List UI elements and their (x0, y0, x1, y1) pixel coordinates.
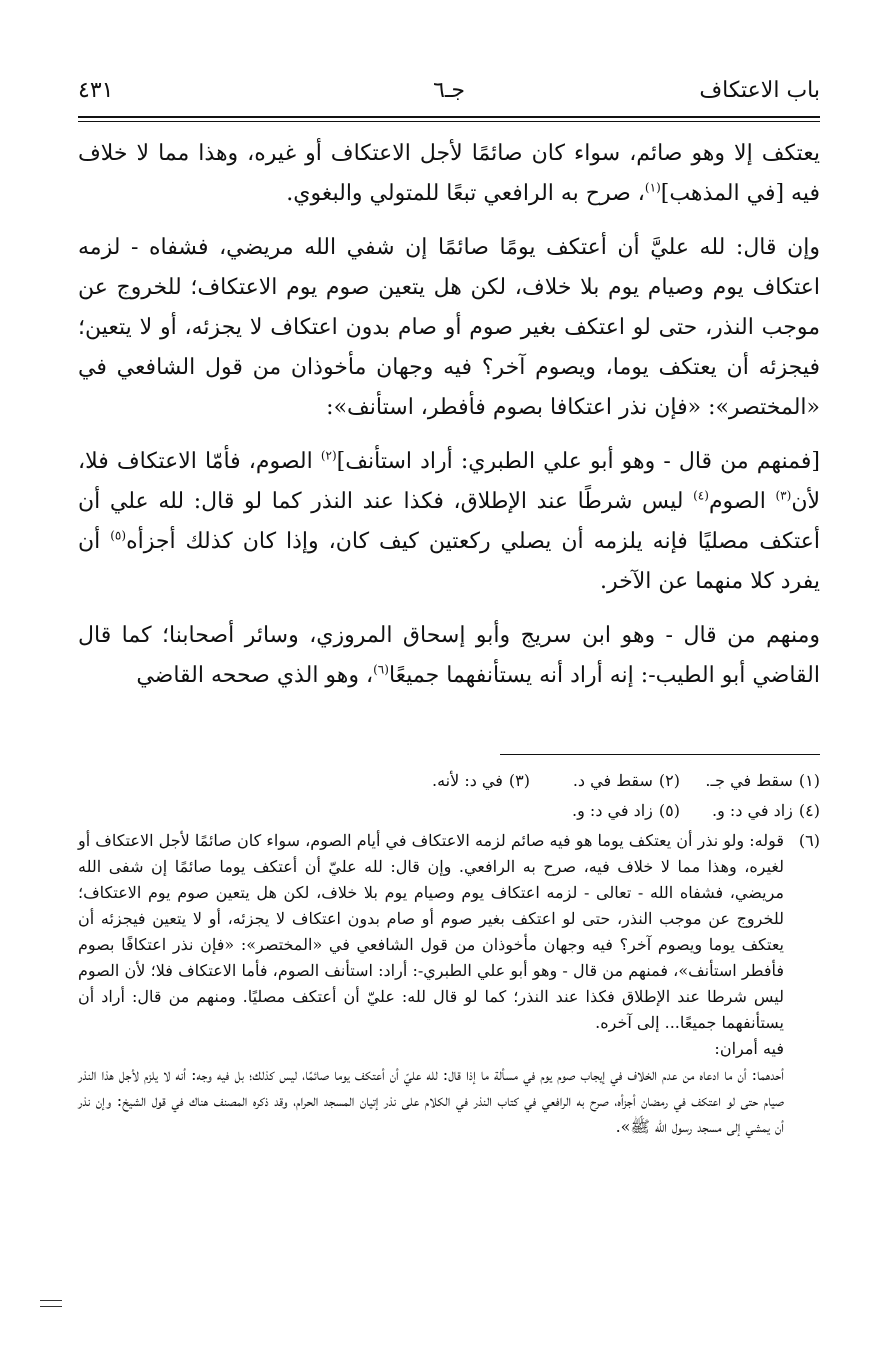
footnote-text: سقط في د. (572, 771, 653, 790)
text-run: يعتكف إلا وهو صائم، سواء كان صائمًا لأجل الاعتكاف أو غيره، وهذا مما لا خلاف فيه [في المذهب] (78, 141, 820, 206)
footnote-row (78, 766, 820, 796)
footnote-ref: (١) (644, 180, 661, 195)
footnote-number: (١) (798, 771, 820, 790)
paragraph (78, 616, 820, 696)
footnote-ref: (٢) (320, 448, 337, 463)
footnote-separator (500, 754, 820, 755)
main-text (78, 134, 820, 710)
footnote-number: (٦) (798, 831, 820, 850)
footnote-ref: (٥) (110, 528, 127, 543)
paragraph (78, 442, 820, 602)
footnote-text: سقط في جـ. (705, 771, 793, 790)
footnote (432, 768, 530, 794)
chapter-title: باب الاعتكاف (699, 78, 820, 103)
footnote-number: (٢) (658, 771, 680, 790)
text-run: ومنهم من قال - وهو ابن سريج وأبو إسحاق المروزي، وسائر أصحابنا؛ كما قال القاضي أبو الطيب-: إنه أراد أنه يستأنفهما جميعًا (78, 623, 820, 688)
footnote-ref: (٦) (373, 662, 389, 677)
footnote-ref: (٤) (693, 488, 709, 503)
paragraph (78, 228, 820, 428)
volume-label: جـ٦ (433, 78, 465, 103)
footnotes (78, 766, 820, 1140)
text-run: وإن قال: لله عليَّ أن أعتكف يومًا صائمًا إن شفي الله مريضي، فشفاه - لزمه اعتكاف يوم وصيام يوم بلا خلاف، لكن هل يتعين صوم يوم الاعتكاف؛ للخروج عن موجب النذر، حتى لو اعتكف بغير صوم أو صام بدون اعتكاف لا يجزئه، أو لا يتعين؛ فيجزئه أن يعتكف يوما، ويصوم آخر؟ فيه وجهان مأخوذان من قول الشافعي في «المختصر»: «فإن نذر اعتكافا بصوم فأفطر، استأنف»: (78, 235, 820, 420)
text-run: الصوم، فأمّا الاعتكاف فلا، لأن (78, 449, 821, 514)
paragraph (78, 134, 820, 214)
footnote-text: في د: لأنه. (431, 771, 503, 790)
running-header (78, 78, 820, 112)
footnote-paragraph: قوله: ولو نذر أن يعتكف يوما هو فيه صائم لزمه الاعتكاف في أيام الصوم، سواء كان صائمًا لأجل الاعتكاف أو لغيره، وهذا مما لا خلاف فيه، صرح به الرافعي. وإن قال: لله عليّ أن أعتكف يوما صائمًا إن شفى الله مريضي، فشفاه الله - تعالى - لزمه اعتكاف يوم وصيام يوم بلا خلاف، لكن هل يتعين صوم يوم الاعتكاف؛ للخروج عن موجب النذر، حتى لو اعتكف بغير صوم أو صام بدون اعتكاف لا يجزئه، أو لا يتعين فيجزئه أن يعتكف يوما ويصوم آخر؟ فيه وجهان مأخوذان من قول الشافعي في «المختصر»: «فإن نذر اعتكافًا بصوم فأفطر استأنف»، فمنهم من قال - وهو أبو علي الطبري-: أراد: استأنف الصوم، فأما الاعتكاف فلا؛ لأن الصوم ليس شرطا عند الإطلاق فكذا عند النذر؛ كما لو قال لله: عليّ أن أعتكف مصليًا. ومنهم من قال: أراد أن يستأنفهما جميعًا... إلى آخره. (78, 831, 785, 1032)
footnote-ref: (٣) (775, 488, 792, 503)
footnote (680, 798, 820, 824)
footnote (572, 798, 680, 824)
footnote-row (78, 796, 820, 826)
page-number: ٤٣١ (78, 78, 114, 103)
footnote-number: (٤) (798, 801, 820, 820)
header-rule (78, 116, 820, 118)
header-rule-thin (78, 121, 820, 122)
text-run: ، صرح به الرافعي تبعًا للمتولي والبغوي. (286, 181, 645, 206)
footnote (530, 768, 680, 794)
footnote-text: زاد في د: و. (712, 801, 793, 820)
footnote-long (78, 828, 820, 1140)
text-run: [فمنهم من قال - وهو أبو علي الطبري: أراد استأنف] (336, 449, 820, 474)
footnote-paragraph: فيه أمران: (714, 1039, 784, 1058)
footnote-text: زاد في د: و. (572, 801, 653, 820)
footnote-paragraph: أحدهما: أن ما ادعاه من عدم الخلاف في إيجاب صوم يوم في مسألة ما إذا قال: لله عليّ أن أعتكف يوما صائمًا، ليس كذلك؛ بل فيه وجه: أنه لا يلزم لأجل هذا النذر صيام حتى لو اعتكف في رمضان أجزأه، صرح به الرافعي في كتاب النذر في الكلام على نذر إتيان المسجد الحرام، وقد ذكره المصنف هناك في قول الشيخ: وإن نذر أن يمشي إلى مسجد رسول الله ﷺ». (78, 1065, 784, 1136)
footnote-body (78, 828, 784, 1140)
text-run: ، وهو الذي صححه القاضي (136, 663, 374, 688)
text-run: ليس شرطًا عند الإطلاق، فكذا عند النذر كما لو قال: لله علي أن أعتكف مصليًا فإنه يلزمه أن يصلي ركعتين كيف كان، وإذا كان كذلك أجزأه (78, 489, 820, 554)
footnote-number: (٥) (658, 801, 680, 820)
text-run: الصوم (708, 489, 776, 514)
footnote-number: (٣) (508, 771, 530, 790)
footnote (680, 768, 820, 794)
text-run: أن يفرد كلا منهما عن الآخر. (78, 529, 820, 594)
margin-mark (40, 1300, 62, 1312)
